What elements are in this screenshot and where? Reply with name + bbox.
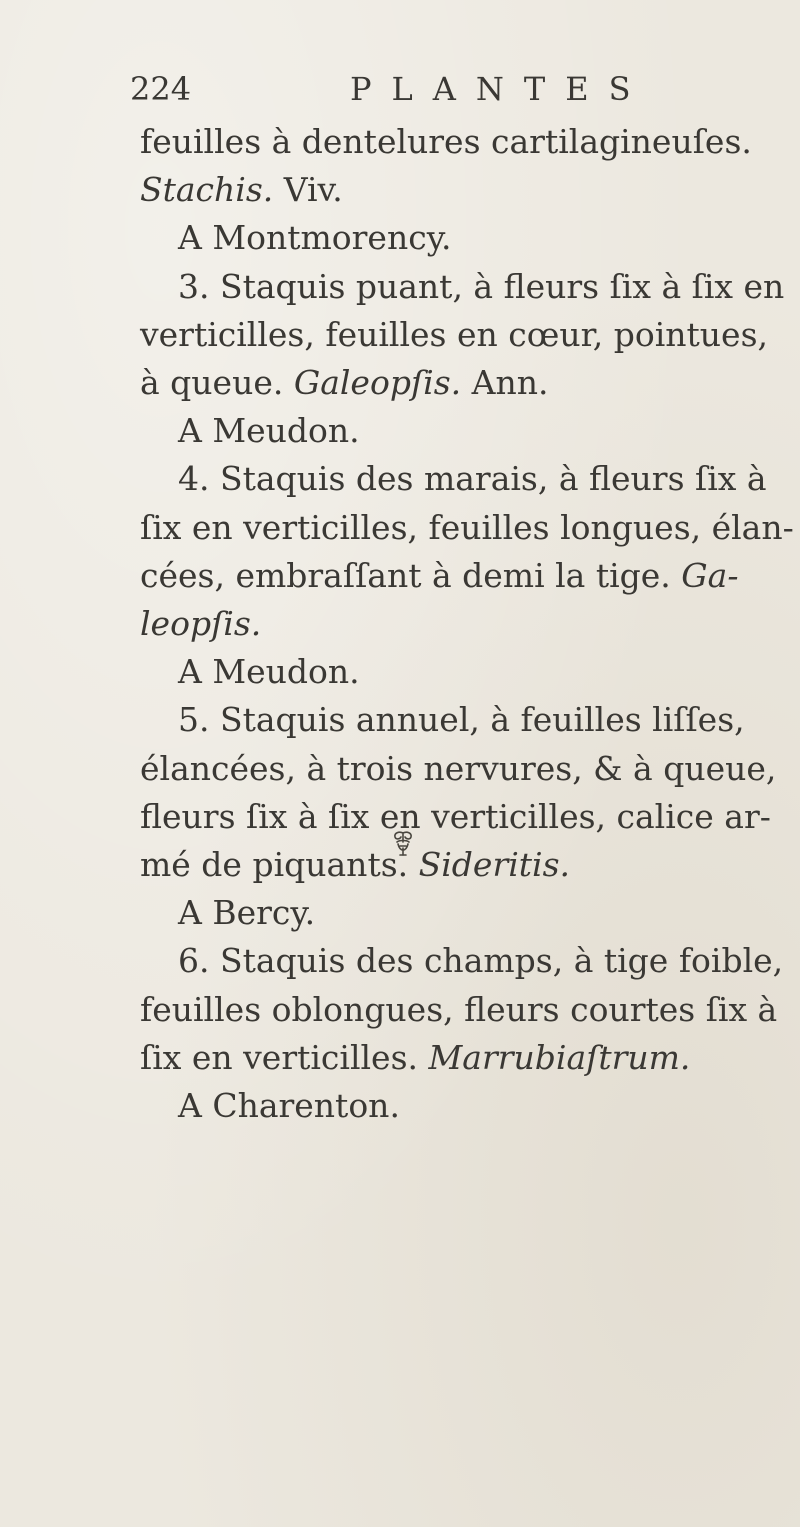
entry-start-line — [140, 937, 790, 985]
species-name: Galeopſis. — [293, 363, 462, 403]
text-span: fleurs ſix à ſix en verticilles, calice ar- — [140, 796, 771, 836]
text-span: ſix en verticilles. — [140, 1037, 429, 1077]
location-line — [140, 889, 790, 937]
entry-start-line — [140, 455, 790, 503]
text-span: 4. Staquis des marais, à fleurs ſix à — [178, 459, 767, 499]
text-span: 5. Staquis annuel, à feuilles liſſes, — [178, 700, 745, 740]
page-number: 224 — [130, 70, 192, 108]
location-line — [140, 214, 790, 262]
text-span: Viv. — [273, 170, 343, 210]
text-span: cées, embraſſant à demi la tige. — [140, 555, 682, 595]
text-line — [140, 600, 790, 648]
text-span: mé de piquants. — [140, 845, 419, 885]
species-name: Marrubiaſtrum. — [428, 1037, 691, 1077]
text-line — [140, 359, 790, 407]
text-span: A Meudon. — [178, 411, 360, 451]
text-line — [140, 986, 790, 1034]
text-span: élancées, à trois nervures, & à queue, — [140, 748, 777, 788]
text-line — [140, 311, 790, 359]
species-name: leopſis. — [140, 604, 262, 644]
body-text — [140, 118, 794, 1130]
running-title: PLANTES — [350, 70, 651, 108]
text-span: 3. Staquis puant, à fleurs ſix à ſix en — [178, 266, 785, 306]
fleuron-ornament-icon — [388, 830, 418, 858]
text-span: ſix en verticilles, feuilles longues, élan- — [140, 507, 794, 547]
text-span: verticilles, feuilles en cœur, pointues, — [140, 314, 768, 354]
text-span: A Bercy. — [178, 893, 316, 933]
text-span: A Charenton. — [178, 1086, 400, 1126]
text-span: à queue. — [140, 363, 294, 403]
text-span: Ann. — [461, 363, 549, 403]
location-line — [140, 1082, 790, 1130]
location-line — [140, 648, 790, 696]
text-span: A Meudon. — [178, 652, 360, 692]
species-name: Stachis. — [140, 170, 274, 210]
text-line — [140, 745, 790, 793]
text-line — [140, 504, 794, 552]
text-span: A Montmorency. — [178, 218, 452, 258]
text-line — [140, 118, 790, 166]
text-line — [140, 793, 790, 841]
text-line — [140, 552, 790, 600]
text-span: feuilles oblongues, fleurs courtes ſix à — [140, 989, 778, 1029]
text-span: 6. Staquis des champs, à tige foible, — [178, 941, 784, 981]
entry-start-line — [140, 696, 790, 744]
text-line — [140, 1034, 790, 1082]
species-name: Ga- — [681, 555, 739, 595]
text-line — [140, 841, 790, 889]
entry-start-line — [140, 263, 790, 311]
location-line — [140, 407, 790, 455]
text-line — [140, 166, 790, 214]
text-span: feuilles à dentelures cartilagineuſes. — [140, 122, 752, 161]
species-name: Sideritis. — [418, 845, 571, 885]
